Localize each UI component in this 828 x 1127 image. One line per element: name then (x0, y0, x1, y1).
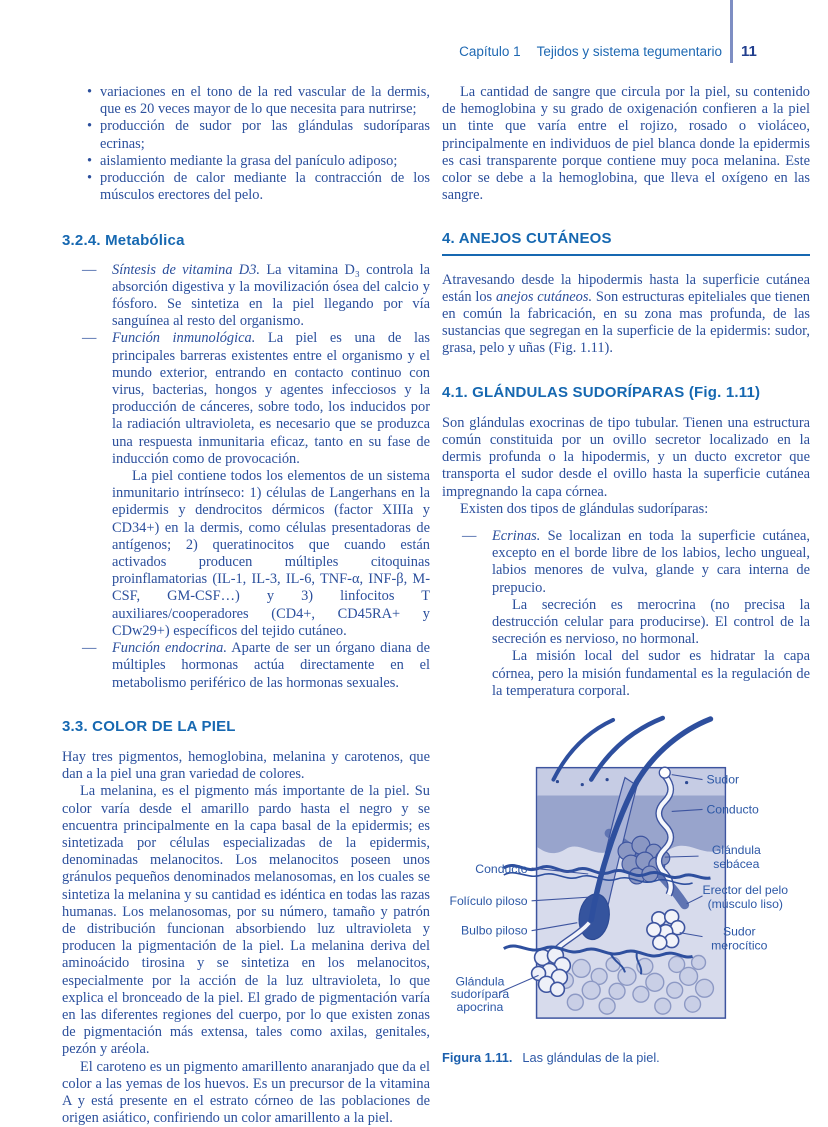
svg-text:Erector del pelo: Erector del pelo (702, 882, 789, 897)
metabolica-list (62, 262, 430, 692)
heading-4: 4. ANEJOS CUTÁNEOS (442, 230, 810, 255)
figure-label-conducto-left: Conducto (475, 862, 528, 877)
page-number: 11 (741, 43, 757, 60)
heading-4-1: 4.1. GLÁNDULAS SUDORÍPARAS (Fig. 1.11) (442, 383, 761, 401)
item-lead: Síntesis de vitamina D3. (112, 261, 260, 278)
item-body: Se localizan en toda la superficie cutánea, excepto en el borde libre de los labios, lecho ungueal, labios menores de vulva, glande y cara interna de prepucio. (492, 528, 810, 596)
page-header (0, 0, 828, 64)
paragraph: La melanina, es el pigmento más importante de la piel. Su color varía desde el amarillo pardo hasta el negro y se encuentra principalmente en la capa basal de la epidermis; es sintetizada por células especializadas de la epidermis, denominadas melanocitos. Los melanocitos poseen unos gránulos pequeños denominados melanosomas, en los cuales se sintetiza la melanina y su cantidad es idéntica en todas las razas humanas. Los melanosomas, por su número, tamaño y patrón de distribución funcionan absorbiendo luz ultravioleta y producen la pigmentación de la piel. La melanina deriva del aminoácido tirosina y se sintetiza en los melanocitos, especialmente por la acción de la luz ultravioleta, lo que explica el bronceado de la piel. El grado de pigmentación varía en las diferentes regiones del cuerpo, por lo que existen zonas de pigmentación más extensa, tales como axilas, genitales, pezón y aréola. (62, 783, 430, 1058)
paragraph-text: Atravesando desde la hipodermis hasta la superficie cutánea están los (442, 271, 810, 305)
svg-text:Glándula: Glándula (711, 843, 761, 858)
list-item: • producción de calor mediante la contracción de los músculos erectores del pelo. (62, 170, 430, 204)
left-column (62, 84, 430, 1127)
figure-label-conducto-right: Conducto (706, 802, 759, 817)
figure-label-glandula-sudoripara-apocrina (451, 974, 510, 1014)
chapter-label: Capítulo 1 (459, 44, 521, 59)
list-item (442, 528, 810, 700)
heading-3-2-4: 3.2.4. Metabólica (62, 232, 185, 250)
item-lead: Función inmunológica. (112, 330, 256, 347)
svg-text:sudorípara: sudorípara (450, 987, 510, 1002)
list-item (62, 262, 430, 331)
svg-text:merocítico: merocítico (711, 938, 768, 953)
figure-1-11 (442, 716, 810, 1039)
svg-text:Sudor: Sudor (722, 924, 756, 939)
list-item (62, 330, 430, 640)
item-body-2: La piel contiene todos los elementos de un sistema inmunitario intrínseco: 1) células de Langerhans en la epidermis y dendrocitos dérmicos (factor XIIIa y CD34+) en la dermis, como células presentadoras de antígenos; 2) queratinocitos que cuando están activados producen múltiples citoquinas proinflamatorias (IL-1, IL-3, IL-6, TNF-α, INF-β, M-CSF, GM-CSF…) y 3) linfocitos T auxiliares/cooperadores (CD4+, CD45RA+ y CDw29+) específicos del tejido cutáneo. (112, 468, 430, 639)
svg-text:apocrina: apocrina (456, 1000, 504, 1015)
item-lead: Función endocrina. (112, 640, 227, 657)
svg-text:(músculo liso): (músculo liso) (707, 896, 783, 911)
figure-caption-text: Las glándulas de la piel. (522, 1050, 660, 1066)
sweat-droplet (659, 767, 670, 778)
list-item: • producción de sudor por las glándulas sudoríparas ecrinas; (62, 118, 430, 152)
figure-label-erector-del-pelo (702, 883, 788, 911)
chapter-title: Tejidos y sistema tegumentario (536, 44, 722, 59)
bullet-list (62, 84, 430, 204)
svg-text:sebácea: sebácea (713, 857, 760, 872)
item-body-3: La misión local del sudor es hidratar la capa córnea, pero la misión fundamental es la regulación de la temperatura corporal. (492, 648, 810, 699)
figure-label-glandula-sebacea (712, 843, 761, 871)
running-head (459, 44, 722, 59)
list-item (62, 640, 430, 692)
figure-caption (442, 1049, 810, 1066)
paragraph: La cantidad de sangre que circula por la piel, su contenido de hemoglobina y su grado de oxigenación confieren a la piel un tinte que varía entre el rojizo, rosado o violáceo, principalmente en individuos de piel blanca donde la epidermis es casi transparente porque contiene muy poca melanina. Este color se debe a la hemoglobina, que lleva el oxígeno en las sangre. (442, 84, 810, 204)
paragraph: Hay tres pigmentos, hemoglobina, melanina y carotenos, que dan a la piel una gran variedad de colores. (62, 748, 430, 783)
right-column (442, 84, 810, 1127)
item-body: Aparte de ser un órgano diana de múltiples hormonas actúa directamente en el metabolismo periférico de las hormonas sexuales. (112, 640, 430, 691)
figure-label-foliculo-piloso: Folículo piloso (449, 893, 528, 908)
paragraph (442, 272, 810, 358)
two-column-body (62, 84, 810, 1127)
figure-caption-label: Figura 1.11. (442, 1050, 513, 1066)
list-item: • aislamiento mediante la grasa del panículo adiposo; (62, 153, 430, 170)
ecrinas-list (442, 528, 810, 700)
paragraph: El caroteno es un pigmento amarillento anaranjado que da el color a las yemas de los huevos. Es un precursor de la vitamina A y está presente en el estrato córneo de las poblaciones de origen asiático, confiriendo un color amarillento a la piel. (62, 1058, 430, 1127)
paragraph-text: Son estructuras epiteliales que tienen en común la fabricación, en su zona mas profunda, de las sustancias que segregan en la superficie de la epidermis: sudor, grasa, pelo y uñas (Fig. 1.11). (442, 288, 811, 357)
item-body-2: La secreción es merocrina (no precisa la destrucción celular para producirse). El control de la secreción es nervioso, no hormonal. (492, 596, 810, 648)
paragraph: Son glándulas exocrinas de tipo tubular. Tienen una estructura común constituida por un ovillo secretor localizado en la dermis profunda o la hipodermis, y un ducto excretor que transporta el sudor desde el ovillo hasta la superficie cutánea impregnando la capa córnea. (442, 414, 810, 500)
paragraph: Existen dos tipos de glándulas sudoríparas: (460, 500, 709, 517)
header-divider (730, 0, 733, 63)
figure-label-bulbo-piloso: Bulbo piloso (461, 923, 528, 938)
italic-term: anejos cutáneos. (495, 288, 593, 305)
item-body: La piel es una de las principales barreras existentes entre el organismo y el mundo exterior, entrando en contacto continuo con virus, bacterias, hongos y agentes infecciosos y la producción de cánceres, sobre todo, los inducidos por la radiación ultravioleta, es necesario que se produzca una respuesta inmunitaria eficaz, tanto en su fase de inducción como de provocación. (112, 330, 430, 467)
svg-text:Glándula: Glándula (455, 974, 505, 989)
list-item: • variaciones en el tono de la red vascular de la dermis, que es 20 veces mayor de lo que necesita para nutrirse; (62, 84, 430, 118)
heading-3-3: 3.3. COLOR DE LA PIEL (62, 717, 236, 735)
item-body: La vitamina D₃ controla la absorción digestiva y la movilización ósea del calcio y fósforo. Se sintetiza en la piel llegando por vía sanguínea al resto del organismo. (112, 261, 430, 330)
figure-label-sudor: Sudor (706, 772, 740, 787)
item-lead: Ecrinas. (492, 528, 541, 545)
skin-diagram (442, 716, 810, 1034)
